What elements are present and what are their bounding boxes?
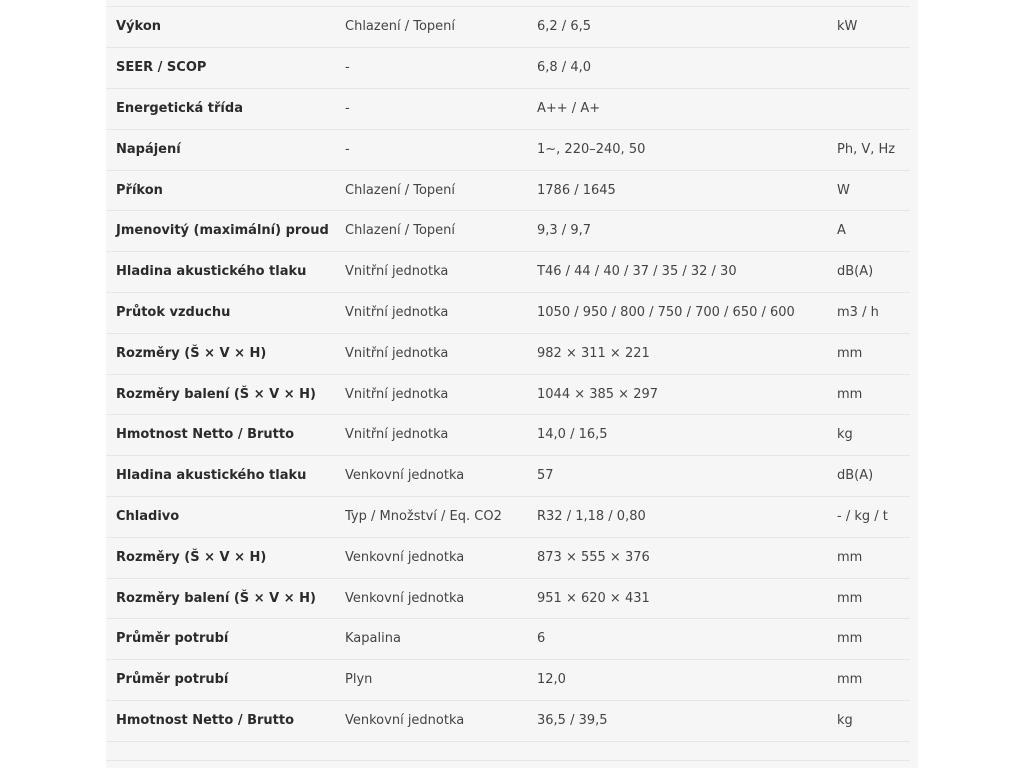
spec-condition-cell: Chlazení / Topení	[345, 7, 537, 48]
spec-condition-cell: -	[345, 129, 537, 170]
spec-name-cell: Hladina akustického tlaku	[106, 252, 345, 293]
specs-table-container	[106, 0, 918, 768]
spec-unit-cell: dB(A)	[837, 456, 910, 497]
table-row	[106, 211, 910, 252]
spec-value-cell: 57	[537, 456, 837, 497]
table-row	[106, 252, 910, 293]
spec-unit-cell: mm	[837, 374, 910, 415]
spec-unit-cell	[837, 48, 910, 89]
spec-name-cell: Rozměry (Š × V × H)	[106, 537, 345, 578]
spec-name-cell: Energetická třída	[106, 89, 345, 130]
table-row	[106, 701, 910, 742]
spec-name-cell: Rozměry balení (Š × V × H)	[106, 578, 345, 619]
spec-unit-cell: kW	[837, 7, 910, 48]
spec-condition-cell: Venkovní jednotka	[345, 578, 537, 619]
spec-unit-cell: W	[837, 170, 910, 211]
table-row	[106, 456, 910, 497]
spec-name-cell: Rozměry balení (Š × V × H)	[106, 374, 345, 415]
spec-name-cell: Výkon	[106, 7, 345, 48]
spec-value-cell: 873 × 555 × 376	[537, 537, 837, 578]
table-row	[106, 7, 910, 48]
spec-value-cell: 6,2 / 6,5	[537, 7, 837, 48]
spec-unit-cell: - / kg / t	[837, 497, 910, 538]
spec-name-cell: Rozměry (Š × V × H)	[106, 333, 345, 374]
spec-condition-cell: Vnitřní jednotka	[345, 333, 537, 374]
spec-name-cell: Hladina akustického tlaku	[106, 456, 345, 497]
table-row	[106, 619, 910, 660]
spec-value-cell: 1044 × 385 × 297	[537, 374, 837, 415]
spec-condition-cell: Kapalina	[345, 619, 537, 660]
spec-unit-cell: dB(A)	[837, 252, 910, 293]
spec-condition-cell: Chlazení / Topení	[345, 170, 537, 211]
spec-condition-cell: Vnitřní jednotka	[345, 415, 537, 456]
table-row	[106, 415, 910, 456]
spec-condition-cell: -	[345, 89, 537, 130]
spec-value-cell: 14,0 / 16,5	[537, 415, 837, 456]
spec-condition-cell: Plyn	[345, 660, 537, 701]
spec-value-cell: T46 / 44 / 40 / 37 / 35 / 32 / 30	[537, 252, 837, 293]
spec-name-cell: Hmotnost Netto / Brutto	[106, 415, 345, 456]
spec-name-cell: Hmotnost Netto / Brutto	[106, 701, 345, 742]
spec-value-cell: R32 / 1,18 / 0,80	[537, 497, 837, 538]
spec-value-cell: 982 × 311 × 221	[537, 333, 837, 374]
spec-condition-cell: Venkovní jednotka	[345, 537, 537, 578]
spec-condition-cell: Typ / Množství / Eq. CO2	[345, 497, 537, 538]
table-row	[106, 497, 910, 538]
spec-name-cell: SEER / SCOP	[106, 48, 345, 89]
spec-unit-cell: kg	[837, 701, 910, 742]
spec-unit-cell: mm	[837, 619, 910, 660]
spec-value-cell: 1050 / 950 / 800 / 750 / 700 / 650 / 600	[537, 293, 837, 334]
spec-condition-cell: Venkovní jednotka	[345, 456, 537, 497]
spec-name-cell: Napájení	[106, 129, 345, 170]
spec-value-cell: 1786 / 1645	[537, 170, 837, 211]
spec-unit-cell: mm	[837, 578, 910, 619]
spec-value-cell: 6	[537, 619, 837, 660]
table-row	[106, 537, 910, 578]
spec-value-cell: 12,0	[537, 660, 837, 701]
table-row	[106, 170, 910, 211]
spec-name-cell: Jmenovitý (maximální) proud	[106, 211, 345, 252]
table-row	[106, 374, 910, 415]
spec-name-cell: Průměr potrubí	[106, 619, 345, 660]
table-row	[106, 333, 910, 374]
specs-table-body	[106, 7, 910, 741]
spec-unit-cell: m3 / h	[837, 293, 910, 334]
table-row	[106, 129, 910, 170]
spec-value-cell: 951 × 620 × 431	[537, 578, 837, 619]
spec-name-cell: Průtok vzduchu	[106, 293, 345, 334]
table-row	[106, 48, 910, 89]
spec-condition-cell: Chlazení / Topení	[345, 211, 537, 252]
spec-unit-cell: mm	[837, 333, 910, 374]
spec-condition-cell: Venkovní jednotka	[345, 701, 537, 742]
table-row	[106, 293, 910, 334]
spec-value-cell: A++ / A+	[537, 89, 837, 130]
spec-condition-cell: -	[345, 48, 537, 89]
spec-value-cell: 1~, 220–240, 50	[537, 129, 837, 170]
table-row	[106, 660, 910, 701]
spec-unit-cell: Ph, V, Hz	[837, 129, 910, 170]
spec-condition-cell: Vnitřní jednotka	[345, 293, 537, 334]
spec-value-cell: 6,8 / 4,0	[537, 48, 837, 89]
spec-name-cell: Průměr potrubí	[106, 660, 345, 701]
spec-unit-cell: mm	[837, 537, 910, 578]
spec-value-cell: 36,5 / 39,5	[537, 701, 837, 742]
specs-table	[106, 7, 910, 742]
spec-value-cell: 9,3 / 9,7	[537, 211, 837, 252]
spec-unit-cell: mm	[837, 660, 910, 701]
spec-unit-cell: kg	[837, 415, 910, 456]
spec-condition-cell: Vnitřní jednotka	[345, 374, 537, 415]
table-row	[106, 578, 910, 619]
table-row	[106, 89, 910, 130]
spec-unit-cell	[837, 89, 910, 130]
spec-condition-cell: Vnitřní jednotka	[345, 252, 537, 293]
spec-unit-cell: A	[837, 211, 910, 252]
spec-name-cell: Příkon	[106, 170, 345, 211]
bottom-divider	[106, 760, 910, 761]
spec-name-cell: Chladivo	[106, 497, 345, 538]
